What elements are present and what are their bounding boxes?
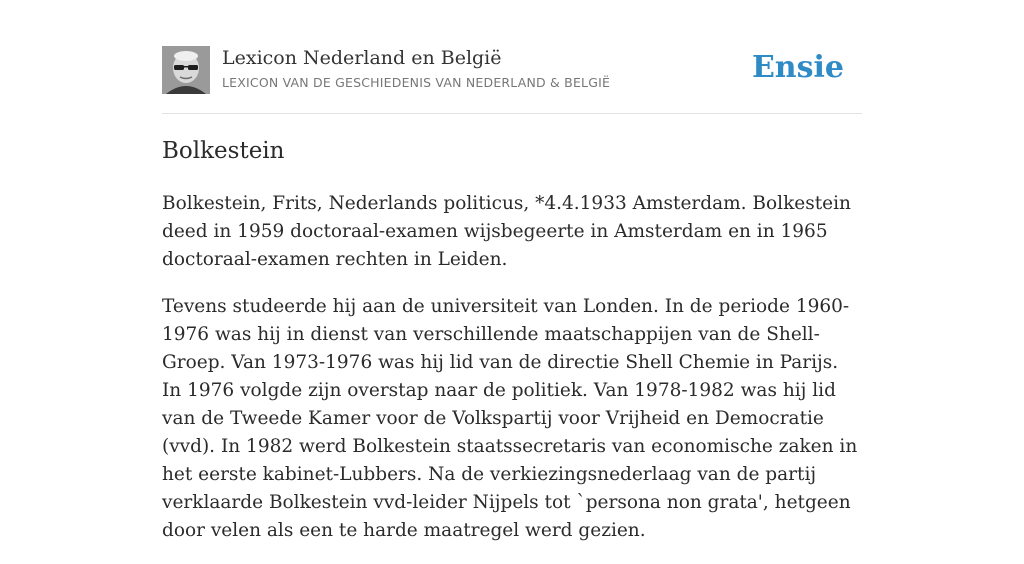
ensie-logo-link[interactable]: Ensie (751, 50, 844, 85)
article-paragraph: Bolkestein, Frits, Nederlands politicus, *4.4.1933 Amsterdam. Bolkestein deed in 1959 doctoraal-examen wijsbegeerte in Amsterdam en in 1965 doctoraal-examen rechten in Leiden. (162, 193, 851, 270)
article-body (162, 190, 862, 564)
page-title: Bolkestein (162, 138, 285, 164)
site-subtitle: LEXICON VAN DE GESCHIEDENIS VAN NEDERLAND & BELGIË (222, 75, 611, 90)
site-header (162, 46, 862, 114)
portrait-avatar-icon[interactable] (162, 46, 210, 94)
site-title-link[interactable]: Lexicon Nederland en België (222, 47, 502, 69)
article-paragraph: Tevens studeerde hij aan de universiteit van Londen. In de periode 1960-1976 was hij in dienst van verschillende maatschappijen van de Shell-Groep. Van 1973-1976 was hij lid van de directie Shell Chemie in Parijs. In 1976 volgde zijn overstap naar de politiek. Van 1978-1982 was hij lid van de Tweede Kamer voor de Volkspartij voor Vrijheid en Democratie (vvd). In 1982 werd Bolkestein staatssecretaris van economische zaken in het eerste kabinet-Lubbers. Na de verkiezingsnederlaag van de partij verklaarde Bolkestein vvd-leider Nijpels tot `persona non grata', hetgeen door velen als een te harde maatregel werd gezien. (162, 296, 858, 541)
avatar-image (162, 46, 210, 94)
